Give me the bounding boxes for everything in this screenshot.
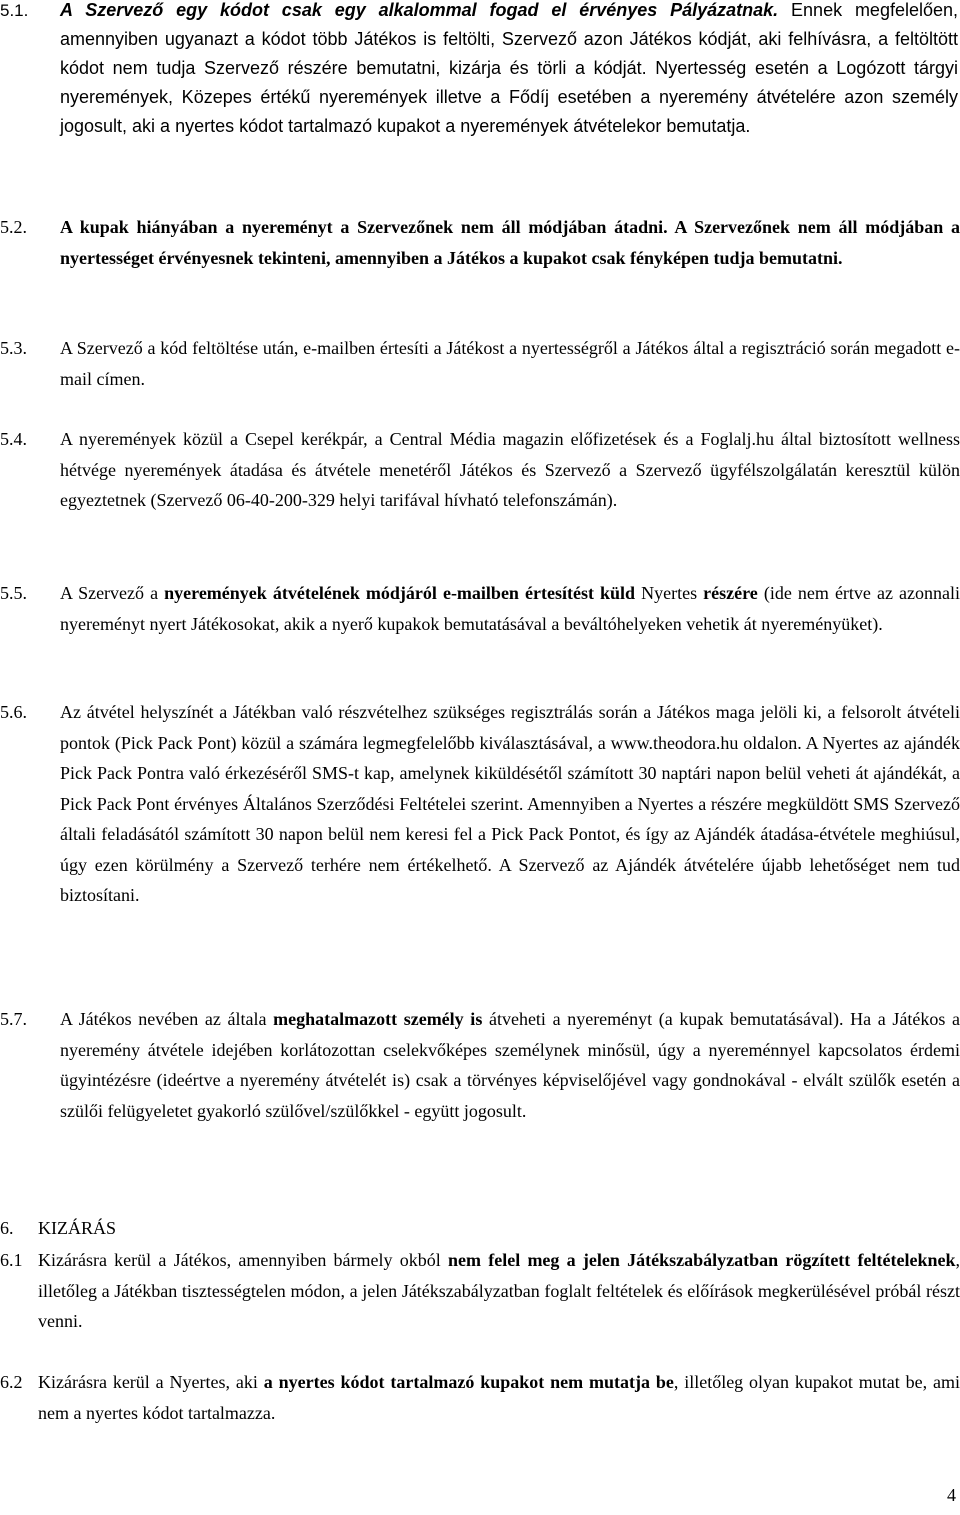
clause-6-2 — [0, 1367, 960, 1428]
clause-5-7-bold: meghatalmazott személy is — [273, 1009, 483, 1029]
clause-5-5-bold-b: részére — [703, 583, 758, 603]
clause-6-1 — [0, 1245, 960, 1337]
clause-5-1-text-b: Nyertesség esetén a Logózott tárgyi nyeremények, Közepes értékű nyeremények illetve a Fődíj esetében a nyeremény átvételére azon személy jogosult, aki a nyertes kódot tartalmazó kupakot a nyeremények átvételekor bemutatja. — [60, 58, 958, 136]
clause-5-3 — [0, 333, 960, 394]
clause-number: 5.6. — [0, 702, 27, 722]
clause-6-1-text-b: , illetőleg a Játékban tisztességtelen módon, a jelen Játékszabályzatban foglalt feltételek és előírások megkerülésével próbál részt venni. — [38, 1250, 960, 1331]
clause-number: 5.7. — [0, 1009, 27, 1029]
clause-number: 5.2. — [0, 217, 27, 237]
page-number: 4 — [947, 1485, 956, 1505]
clause-5-7-text-b: átveheti a nyereményt (a kupak bemutatásával). Ha a Játékos a nyeremény átvétele idejében korlátozottan cselekvőképes személynek minősül, úgy a nyereménnyel kapcsolatos érdemi ügyintézésre (ideértve a nyeremény átvételét is) csak a törvényes képviselőjével vagy gondnokával - elvált szülők esetén a szülői felügyeletet gyakorló szülővel/szülőkkel - együtt jogosult. — [60, 1009, 960, 1121]
section-6-heading — [0, 1214, 116, 1242]
clause-6-2-bold: a nyertes kódot tartalmazó kupakot nem mutatja be — [263, 1372, 674, 1392]
clause-5-5-text-c: (ide nem értve az azonnali nyereményt nyert Játékosokat, akik a nyerő kupakok bemutatásával a beváltóhelyeken vehetik át nyereményüket). — [60, 583, 960, 634]
clause-5-1-text-a: Ennek megfelelően, amennyiben ugyanazt a kódot több Játékos is feltölti, Szervező azon Játékos kódját, aki felhívásra, a feltöltött kódot nem tudja Szervező részére bemutatni, kizárja és törli a kódját. — [60, 0, 959, 78]
clause-5-4 — [0, 424, 960, 516]
clause-5-5 — [0, 578, 960, 639]
clause-text — [60, 0, 960, 141]
clause-5-5-text-a: A Szervező a — [60, 583, 165, 603]
clause-text — [60, 1004, 960, 1126]
clause-5-7-text-a: A Játékos nevében az általa — [60, 1009, 274, 1029]
clause-5-7 — [0, 1004, 960, 1126]
clause-number: 5.4. — [0, 429, 27, 449]
clause-text: Az átvétel helyszínét a Játékban való részvételhez szükséges regisztrálás során a Játékos maga jelöli ki, a felsorolt átvételi pontok (Pick Pack Pont) közül a számára legmegfelelőbb kiválasztásával, a www.theodora.hu oldalon. A Nyertes az ajándék Pick Pack Pontra való érkezéséről SMS-t kap, amelynek kiküldésétől számított 30 naptári napon belül veheti át ajándékát, a Pick Pack Pont érvényes Általános Szerződési Feltételei szerint. Amennyiben a Nyertes a részére megküldött SMS Szervező általi feladásától számított 30 napon belül nem keresi fel a Pick Pack Pontot, és így az Ajándék átadása-étvétele meghiúsul, úgy ezen körülmény a Szervező terhére nem értékelhető. A Szervező az Ajándék átvételére újabb lehetőséget nem tud biztosítani. — [60, 702, 960, 905]
clause-5-5-text-b: Nyertes — [635, 583, 704, 603]
clause-number: 6.2 — [0, 1372, 23, 1392]
clause-6-1-bold: nem felel meg a jelen Játékszabályzatban rögzített feltételeknek — [448, 1250, 956, 1270]
clause-5-1 — [0, 0, 960, 141]
section-title: KIZÁRÁS — [38, 1218, 117, 1238]
clause-text — [60, 212, 960, 273]
clause-5-1-lead: A Szervező egy kódot csak egy alkalommal fogad el érvényes Pályázatnak. — [60, 0, 779, 20]
clause-text: A Szervező a kód feltöltése után, e-mailben értesíti a Játékost a nyertességről a Játékos által a regisztráció során megadott e-mail címen. — [60, 338, 960, 389]
clause-5-2-bold: A kupak hiányában a nyereményt a Szervezőnek nem áll módjában átadni. A Szervezőnek nem áll módjában a nyertességet érvényesnek tekinteni, amennyiben a Játékos a kupakot csak fényképen tudja bemutatni. — [60, 217, 960, 268]
clause-5-6 — [0, 697, 960, 911]
clause-text — [60, 578, 960, 639]
section-number: 6. — [0, 1218, 14, 1238]
clause-5-5-bold-a: nyeremények átvételének módjáról e-mailben értesítést küld — [164, 583, 636, 603]
clause-6-1-text-a: Kizárásra kerül a Játékos, amennyiben bármely okból — [38, 1250, 448, 1270]
clause-number: 5.1. — [0, 1, 29, 20]
clause-text — [38, 1245, 960, 1337]
clause-5-2 — [0, 212, 960, 273]
clause-number: 6.1 — [0, 1250, 23, 1270]
clause-6-2-text-b: , illetőleg olyan kupakot mutat be, ami nem a nyertes kódot tartalmazza. — [38, 1372, 960, 1423]
clause-number: 5.3. — [0, 338, 27, 358]
clause-number: 5.5. — [0, 583, 27, 603]
clause-text: A nyeremények közül a Csepel kerékpár, a Central Média magazin előfizetések és a Foglalj.hu által biztosított wellness hétvége nyeremények átadása és átvétele menetéről Játékos és Szervező a Szervező ügyfélszolgálatán keresztül külön egyeztetnek (Szervező 06-40-200-329 helyi tarifával hívható telefonszámán). — [60, 429, 960, 510]
clause-6-2-text-a: Kizárásra kerül a Nyertes, aki — [38, 1372, 264, 1392]
clause-text — [38, 1367, 960, 1428]
